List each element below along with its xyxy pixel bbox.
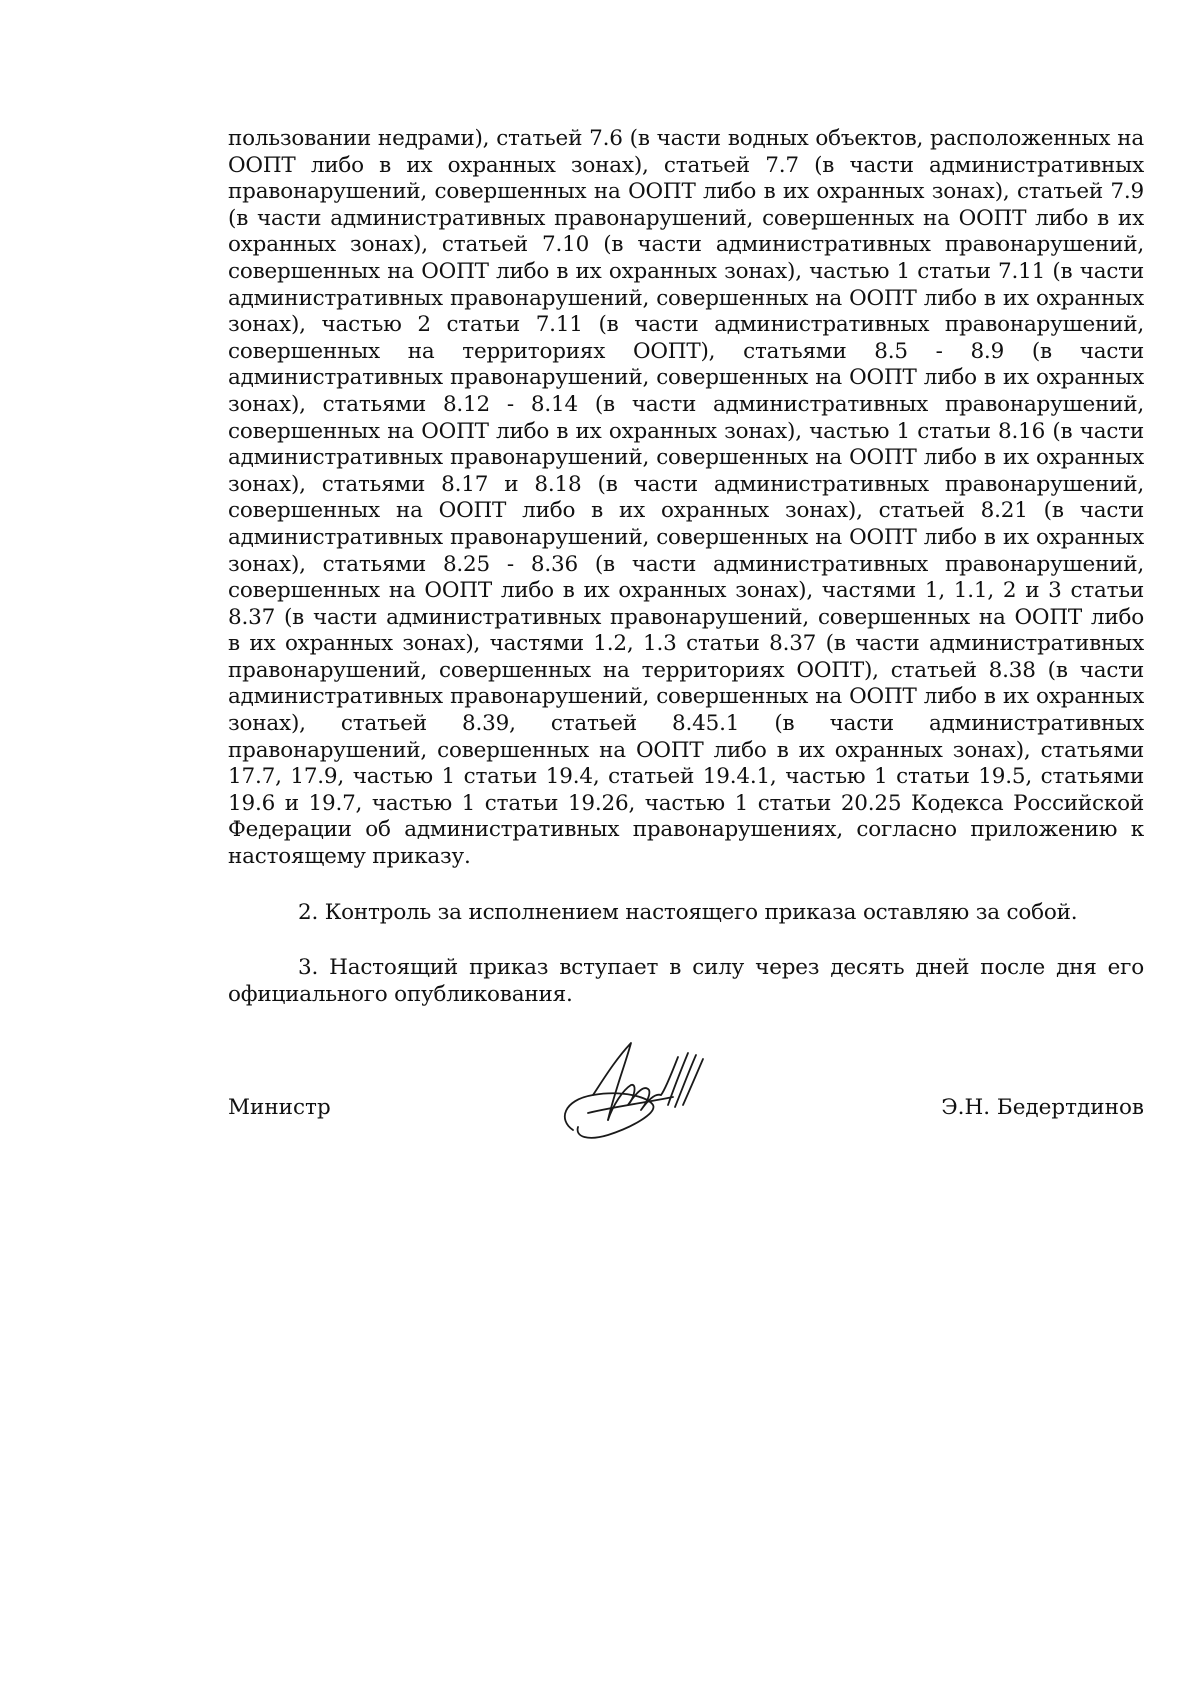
item-2-paragraph: 2. Контроль за исполнением настоящего приказа оставляю за собой.	[298, 900, 1078, 925]
signature-block	[228, 1085, 1144, 1145]
continuation-paragraph: пользовании недрами), статьей 7.6 (в части водных объектов, расположенных на ООПТ либо в их охранных зонах), статьей 7.7 (в части административных правонарушений, совершенных на ООПТ либо в их охранных зонах), статьей 7.9 (в части административных правонарушений, совершенных на ООПТ либо в их охранных зонах), статьей 7.10 (в части административных правонарушений, совершенных на ООПТ либо в их охранных зонах), частью 1 статьи 7.11 (в части административных правонарушений, совершенных на ООПТ либо в их охранных зонах), частью 2 статьи 7.11 (в части административных правонарушений, совершенных на территориях ООПТ), статьями 8.5 - 8.9 (в части административных правонарушений, совершенных на ООПТ либо в их охранных зонах), статьями 8.12 - 8.14 (в части административных правонарушений, совершенных на ООПТ либо в их охранных зонах), частью 1 статьи 8.16 (в части административных правонарушений, совершенных на ООПТ либо в их охранных зонах), статьями 8.17 и 8.18 (в части административных правонарушений, совершенных на ООПТ либо в их охранных зонах), статьей 8.21 (в части административных правонарушений, совершенных на ООПТ либо в их охранных зонах), статьями 8.25 - 8.36 (в части административных правонарушений, совершенных на ООПТ либо в их охранных зонах), частями 1, 1.1, 2 и 3 статьи 8.37 (в части административных правонарушений, совершенных на ООПТ либо в их охранных зонах), частями 1.2, 1.3 статьи 8.37 (в части административных правонарушений, совершенных на территориях ООПТ), статьей 8.38 (в части административных правонарушений, совершенных на ООПТ либо в их охранных зонах), статьей 8.39, статьей 8.45.1 (в части административных правонарушений, совершенных на ООПТ либо в их охранных зонах), статьями 17.7, 17.9, частью 1 статьи 19.4, статьей 19.4.1, частью 1 статьи 19.5, статьями 19.6 и 19.7, частью 1 статьи 19.26, частью 1 статьи 20.25 Кодекса Российской Федерации об административных правонарушениях, согласно приложению к настоящему приказу.	[228, 126, 1144, 870]
signatory-title: Министр	[228, 1095, 331, 1120]
item-3-paragraph: 3. Настоящий приказ вступает в силу через десять дней после дня его официального опубликования.	[228, 955, 1144, 1007]
signatory-name: Э.Н. Бедертдинов	[941, 1095, 1144, 1120]
handwritten-signature-icon	[553, 1035, 723, 1155]
